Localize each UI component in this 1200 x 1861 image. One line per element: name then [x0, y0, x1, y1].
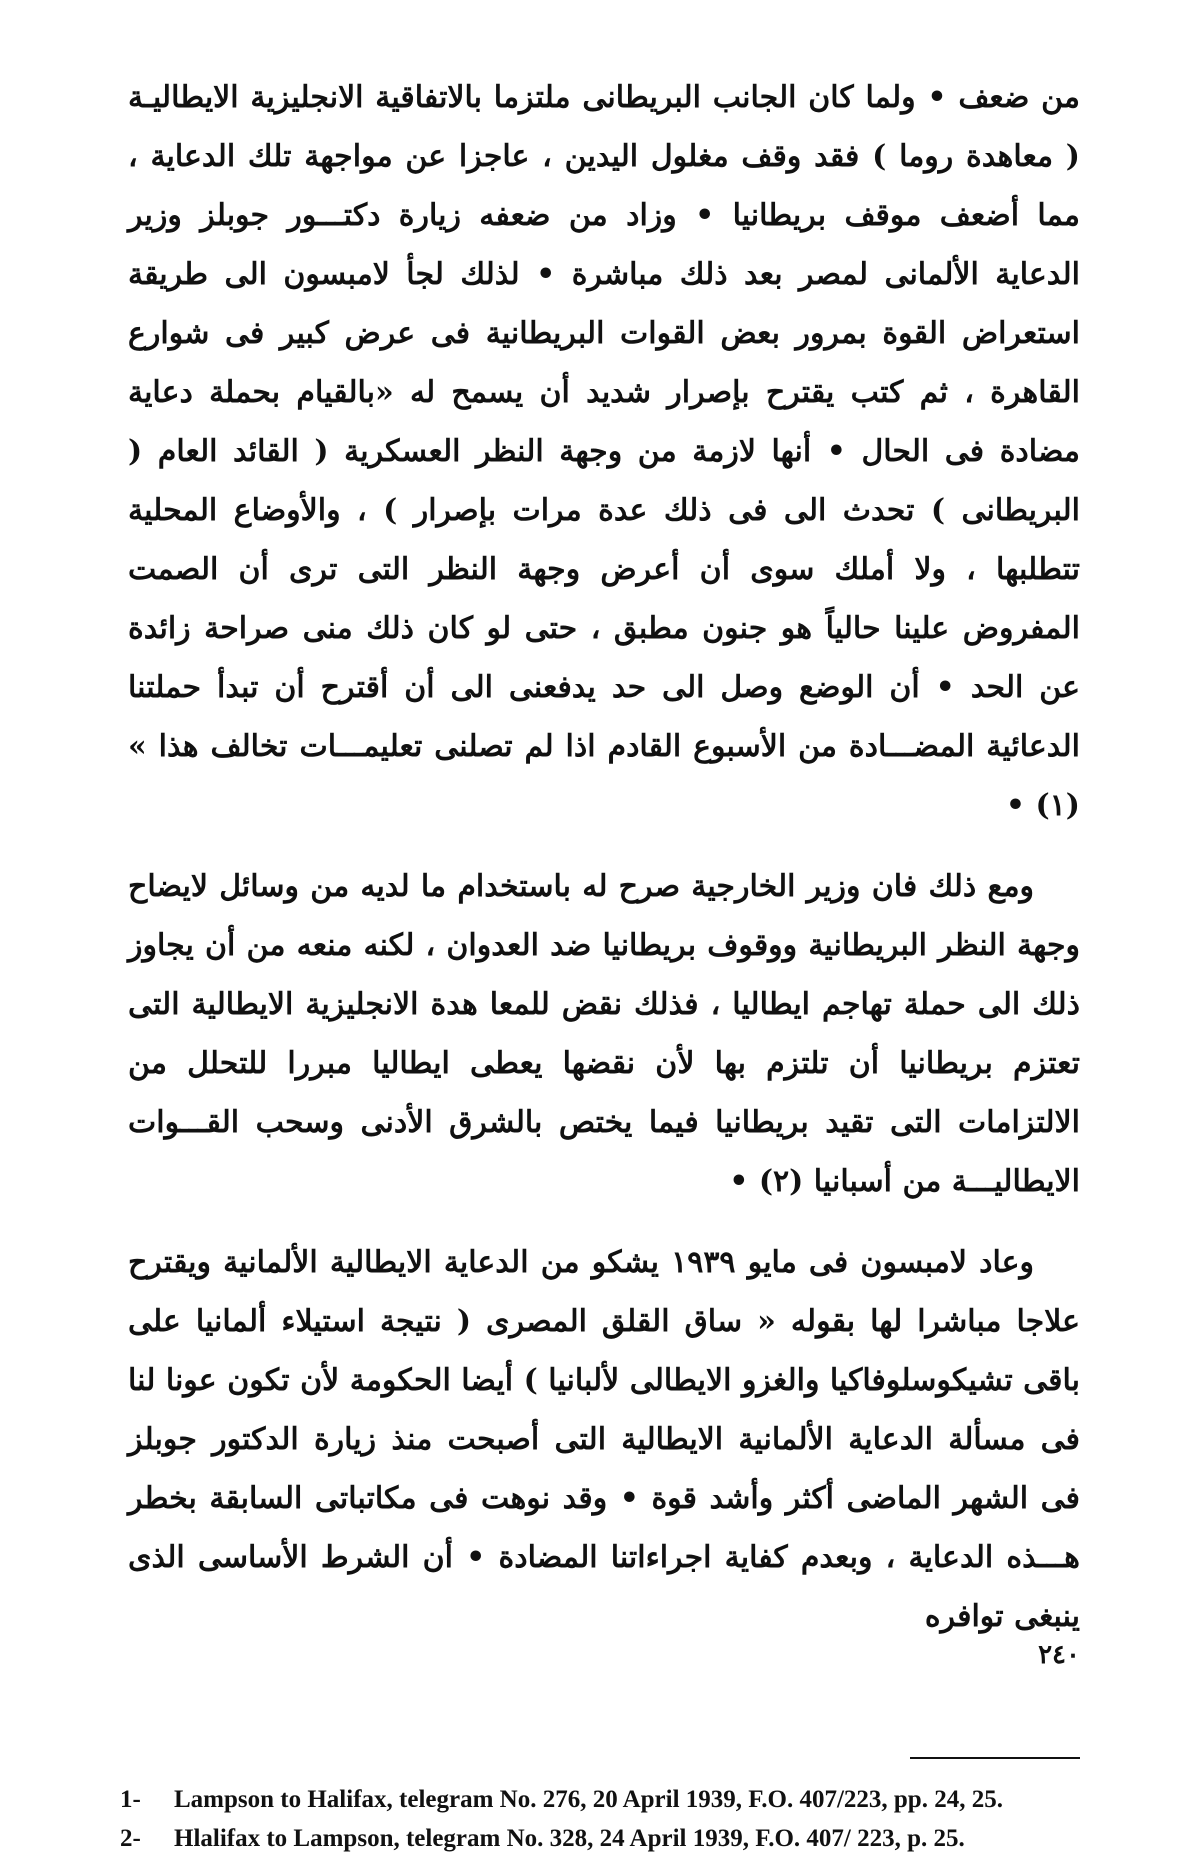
footnote-text: Hlalifax to Lampson, telegram No. 328, 24 April 1939, F.O. 407/ 223, p. 25.	[174, 1825, 965, 1852]
paragraph-1: من ضعف • ولما كان الجانب البريطانى ملتزما بالاتفاقية الانجليزية الايطاليـة ( معاهدة روما ) فقد وقف مغلول اليدين ، عاجزا عن مواجهة تلك الدعاية ، مما أضعف موقف بريطانيا • وزاد من ضعفه زيارة دكتـــور جوبلز وزير الدعاية الألمانى لمصر بعد ذلك مباشرة • لذلك لجأ لامبسون الى طريقة استعراض القوة بمرور بعض القوات البريطانية فى عرض كبير فى شوارع القاهرة ، ثم كتب يقترح بإصرار شديد أن يسمح له «بالقيام بحملة دعاية مضادة فى الحال • أنها لازمة من وجهة النظر العسكرية ( القائد العام ( البريطانى ) تحدث الى فى ذلك عدة مرات بإصرار ) ، والأوضاع المحلية تتطلبها ، ولا أملك سوى أن أعرض وجهة النظر التى ترى أن الصمت المفروض علينا حالياً هو جنون مطبق ، حتى لو كان ذلك منى صراحة زائدة عن الحد • أن الوضع وصل الى حد يدفعنى الى أن أقترح أن تبدأ حملتنا الدعائية المضـــادة من الأسبوع القادم اذا لم تصلنى تعليمـــات تخالف هذا » (١) •	[128, 80, 1080, 823]
footnotes	[120, 1783, 1080, 1861]
footnote-separator	[910, 1757, 1080, 1759]
footnote-1	[120, 1783, 1080, 1816]
paragraph-3: وعاد لامبسون فى مايو ١٩٣٩ يشكو من الدعاية الايطالية الألمانية ويقترح علاجا مباشرا لها بقوله « ساق القلق المصرى ( نتيجة استيلاء ألمانيا على باقى تشيكوسلوفاكيا والغزو الايطالى لألبانيا ) أيضا الحكومة لأن تكون عونا لنا فى مسألة الدعاية الألمانية الايطالية التى أصبحت منذ زيارة الدكتور جوبلز فى الشهر الماضى أكثر وأشد قوة • وقد نوهت فى مكاتباتى السابقة بخطر هـــذه الدعاية ، وبعدم كفاية اجراءاتنا المضادة • أن الشرط الأساسى الذى ينبغى توافره	[128, 1245, 1081, 1634]
main-text	[128, 68, 1080, 1646]
footnote-2	[120, 1822, 1080, 1855]
page-number: ٢٤٠	[1038, 1640, 1080, 1670]
paragraph-2: ومع ذلك فان وزير الخارجية صرح له باستخدام ما لديه من وسائل لايضاح وجهة النظر البريطانية ووقوف بريطانيا ضد العدوان ، لكنه منعه من أن يجاوز ذلك الى حملة تهاجم ايطاليا ، فذلك نقض للمعا هدة الانجليزية الايطالية التى تعتزم بريطانيا أن تلتزم بها لأن نقضها يعطى ايطاليا مبررا للتحلل من الالتزامات التى تقيد بريطانيا فيما يختص بالشرق الأدنى وسحب القـــوات الايطاليـــة من أسبانيا (٢) •	[128, 869, 1080, 1199]
footnote-number: 2-	[120, 1825, 141, 1852]
footnote-text: Lampson to Halifax, telegram No. 276, 20 April 1939, F.O. 407/223, pp. 24, 25.	[174, 1786, 1003, 1813]
footnote-number: 1-	[120, 1786, 141, 1813]
